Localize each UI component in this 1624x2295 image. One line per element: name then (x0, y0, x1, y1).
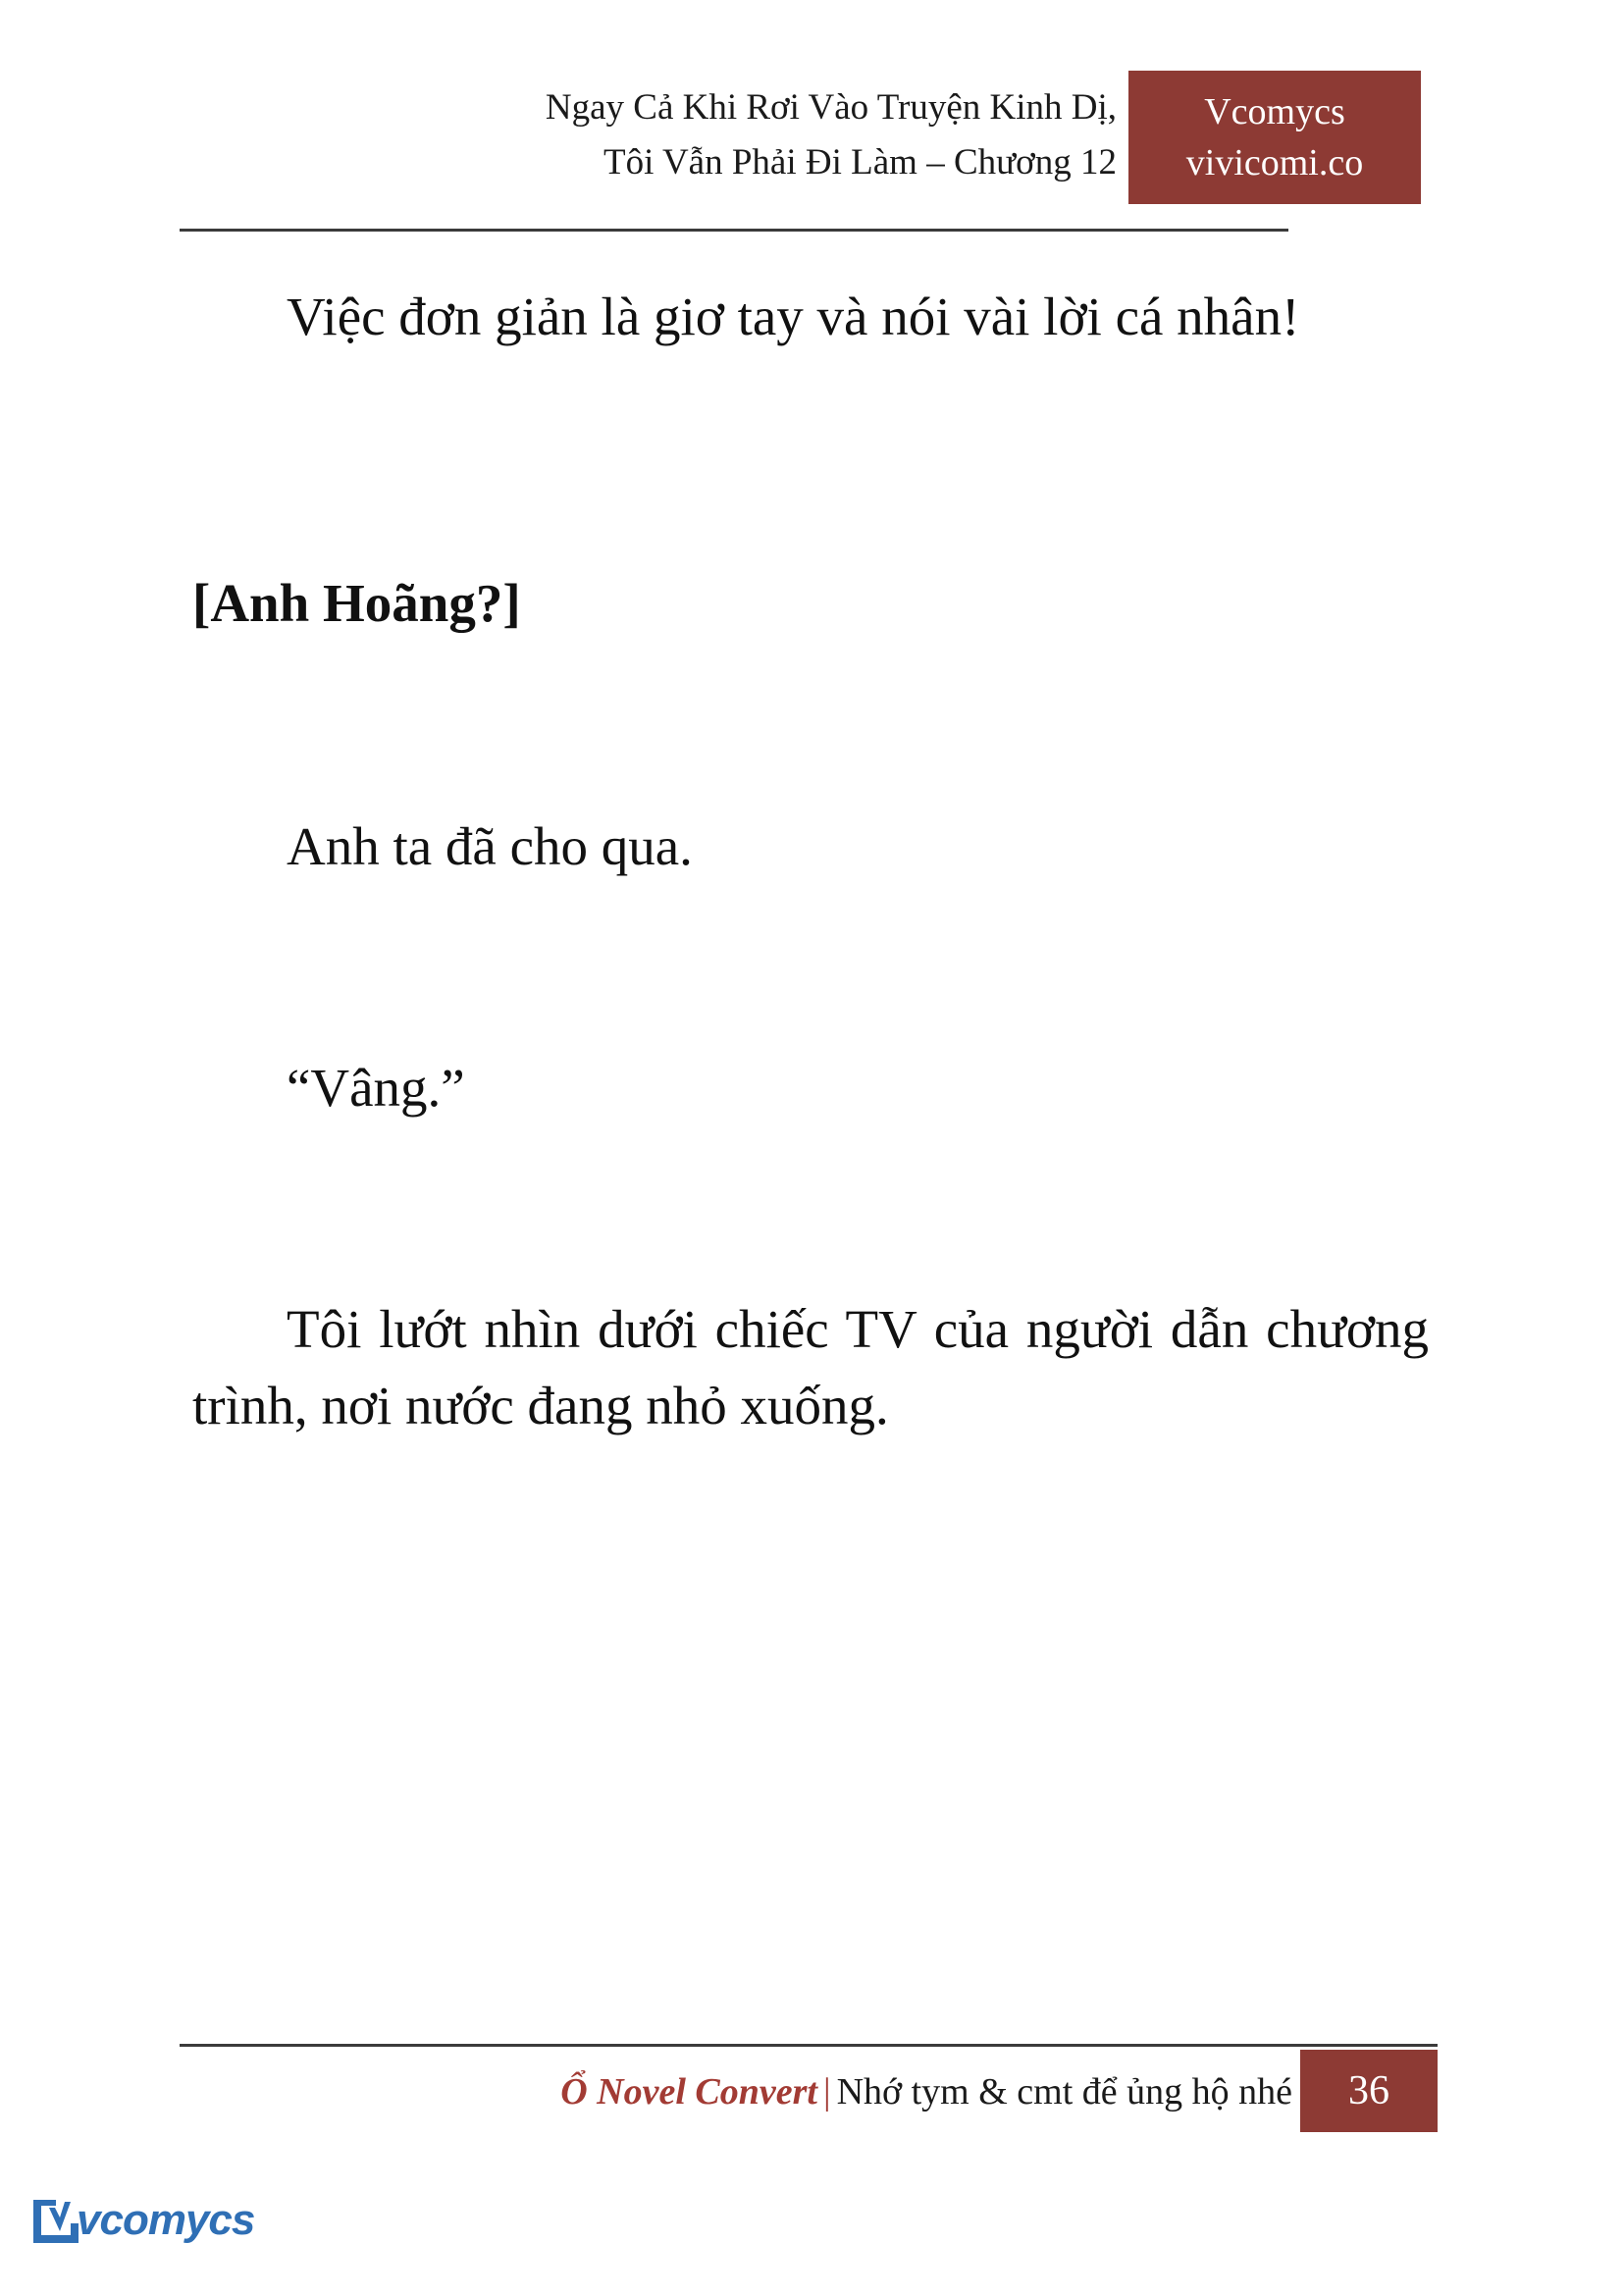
paragraph-spacer (192, 885, 1429, 1050)
site-badge (1128, 71, 1421, 204)
paragraph-5: Tôi lướt nhìn dưới chiếc TV của người dẫn chương trình, nơi nước đang nhỏ xuống. (192, 1299, 1429, 1435)
header-title-line-1: Ngay Cả Khi Rơi Vào Truyện Kinh Dị, (545, 87, 1117, 128)
paragraph-spacer (192, 642, 1429, 808)
footer-separator: | (822, 2071, 831, 2112)
footer-brand: Ổ Novel Convert (560, 2071, 817, 2112)
paragraph-spacer (192, 1126, 1429, 1291)
header-title-line-2: Tôi Vẫn Phải Đi Làm – Chương 12 (603, 142, 1117, 183)
header-divider (180, 229, 1288, 232)
site-badge-url: vivicomi.co (1185, 142, 1364, 183)
watermark-logo (29, 2188, 255, 2267)
page-content (192, 279, 1429, 1444)
watermark-text: vcomycs (77, 2196, 255, 2244)
paragraph-2-system-message: [Anh Hoãng?] (192, 573, 521, 633)
footer-note: Nhớ tym & cmt để ủng hộ nhé (836, 2071, 1292, 2112)
header-title (273, 80, 1117, 190)
paragraph-3: Anh ta đã cho qua. (287, 816, 693, 876)
site-badge-name: Vcomycs (1204, 91, 1345, 132)
page-header (180, 80, 1421, 226)
vcomycs-mark-icon (29, 2194, 82, 2247)
footer-divider (180, 2044, 1438, 2047)
footer-credit (560, 2063, 1292, 2120)
paragraph-4-dialogue: “Vâng.” (287, 1058, 465, 1118)
page-footer (180, 2056, 1438, 2128)
page-number-badge: 36 (1300, 2050, 1438, 2132)
paragraph-spacer (192, 355, 1429, 565)
paragraph-1: Việc đơn giản là giơ tay và nói vài lời cá nhân! (287, 287, 1300, 346)
